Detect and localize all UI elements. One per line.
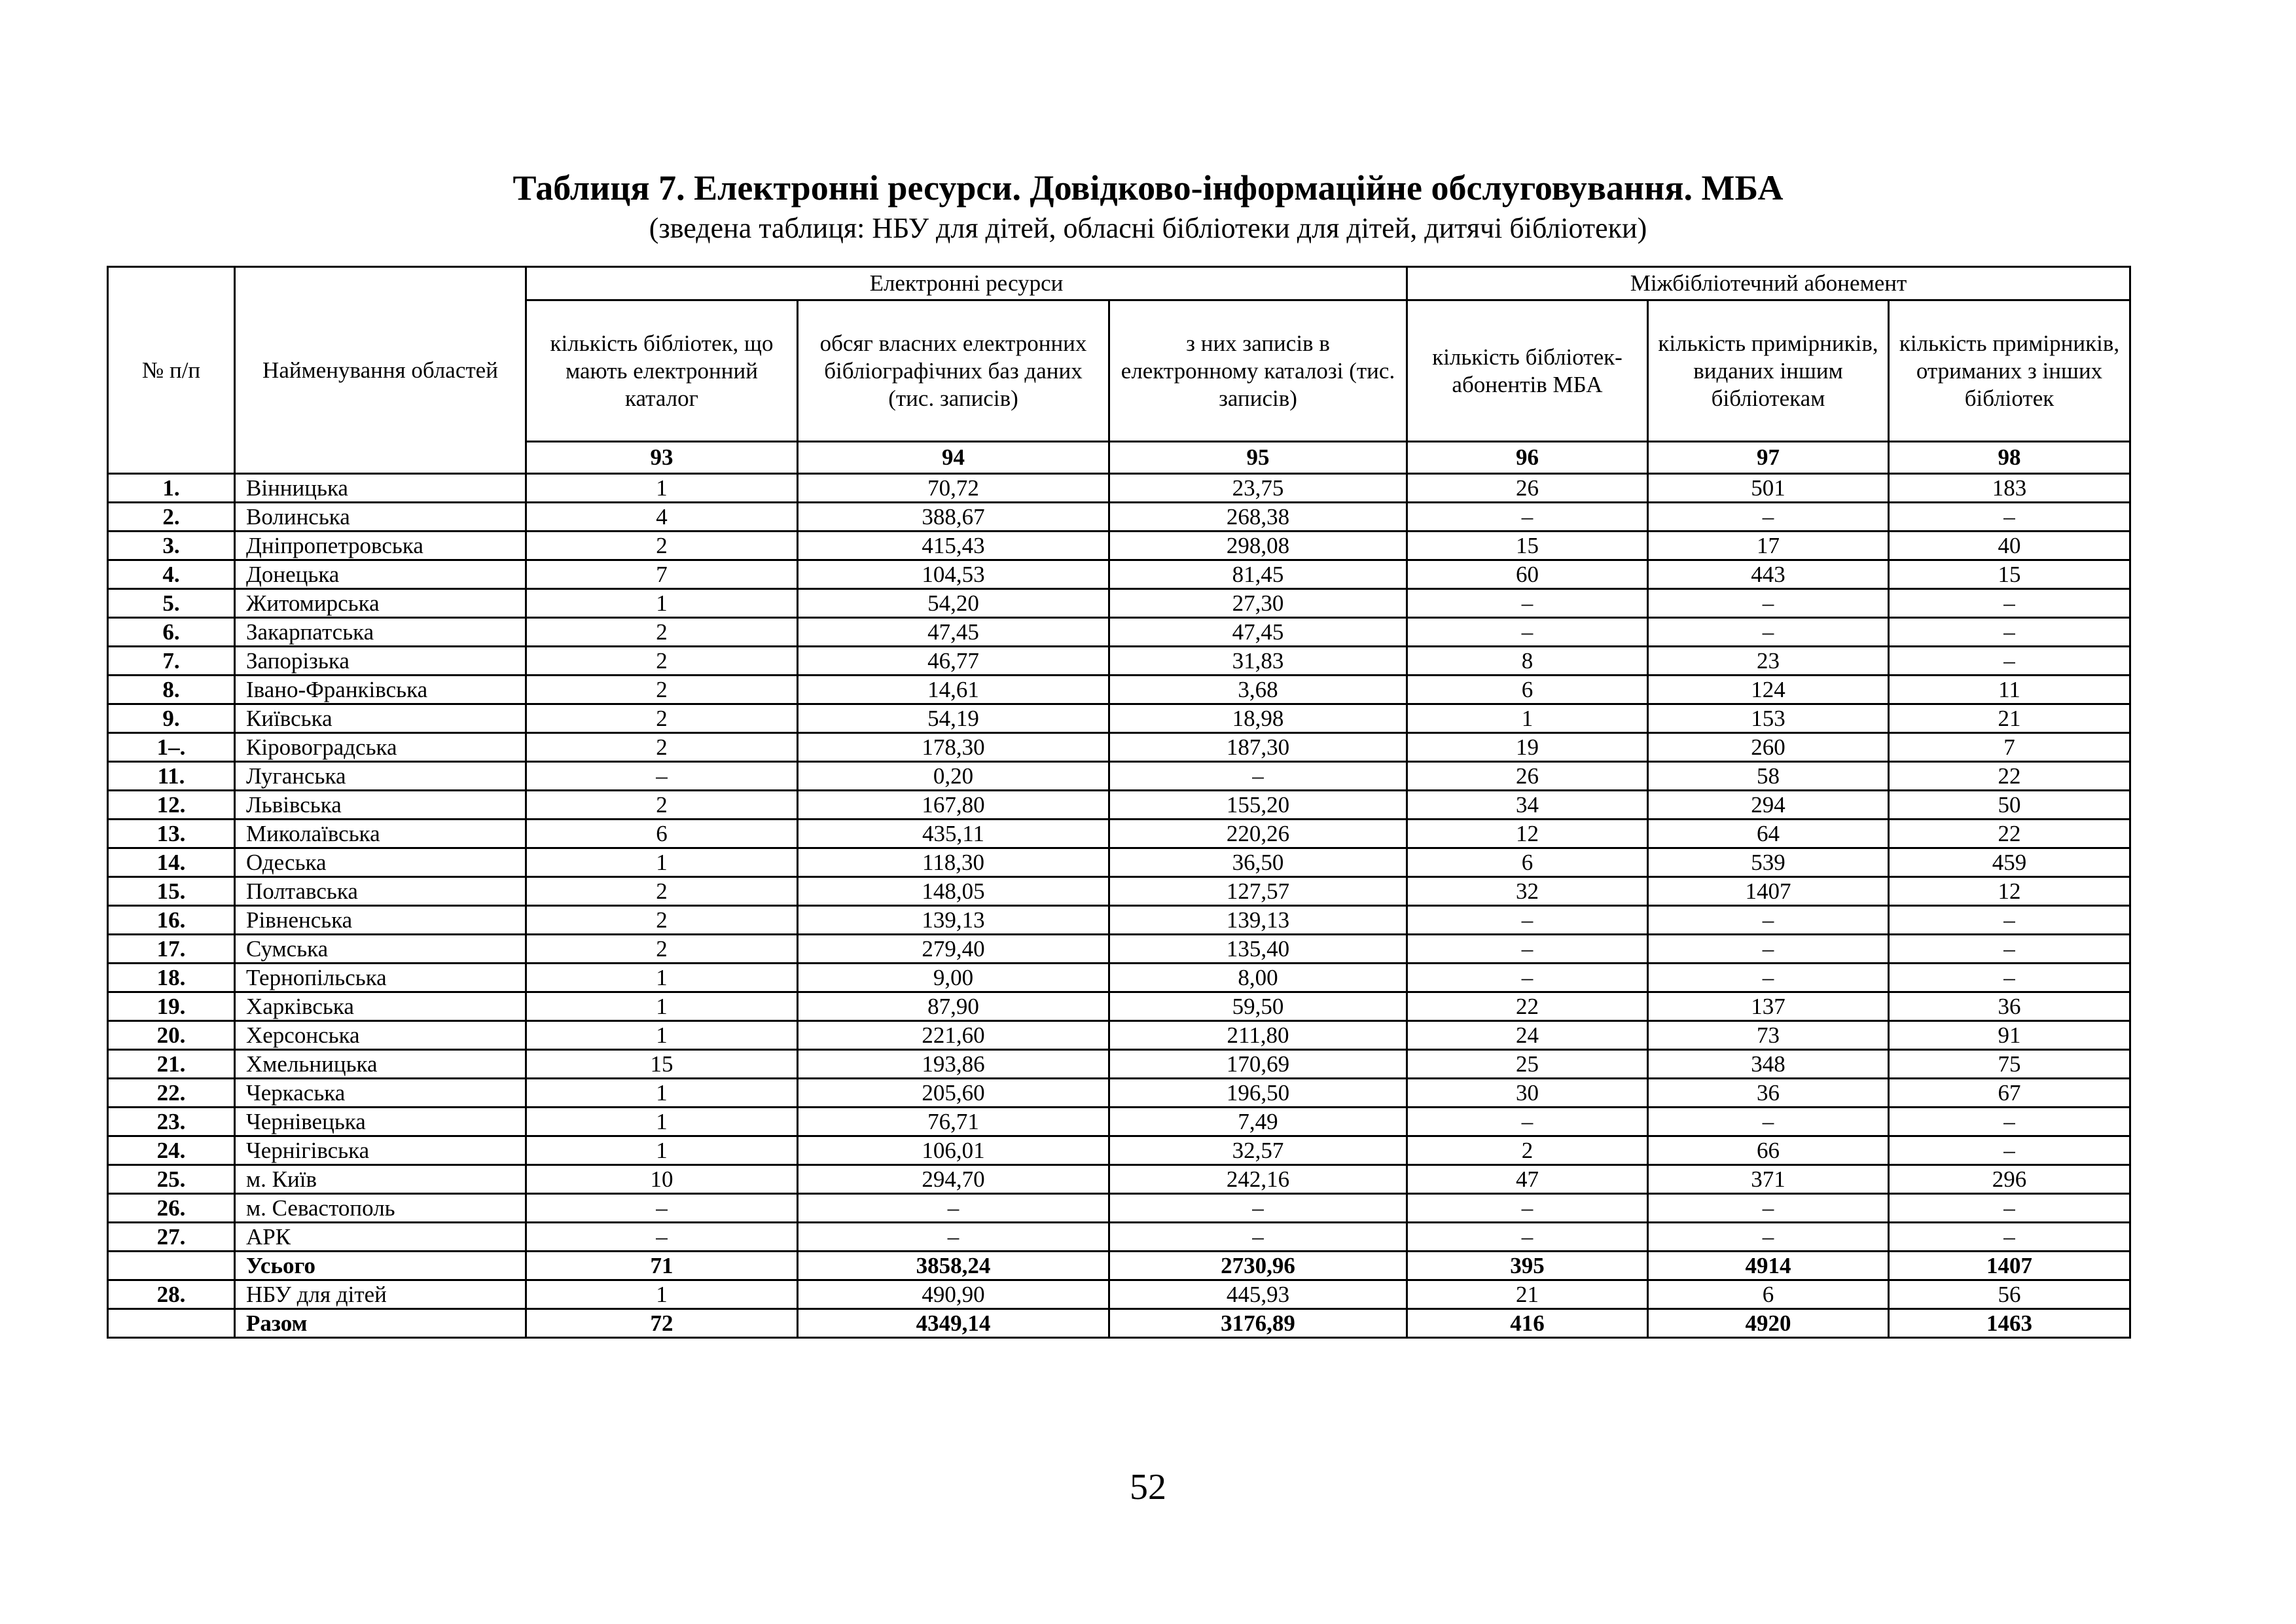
table-row [108, 1280, 2130, 1309]
cell-col-94: 490,90 [798, 1280, 1109, 1309]
cell-col-97: 17 [1648, 532, 1889, 560]
cell-col-96: – [1407, 935, 1648, 964]
row-number: 3. [108, 532, 235, 560]
header-col-94: обсяг власних електронних бібліографічних баз даних (тис. записів) [798, 300, 1109, 442]
column-number: 97 [1648, 442, 1889, 474]
cell-col-94: – [798, 1194, 1109, 1223]
table-title: Таблиця 7. Електронні ресурси. Довідково-інформаційне обслуговування. МБА [512, 168, 1784, 208]
table-row [108, 935, 2130, 964]
cell-col-97: 23 [1648, 647, 1889, 676]
cell-col-96: 22 [1407, 992, 1648, 1021]
region-name: Чернігівська [235, 1136, 526, 1165]
cell-col-96: 26 [1407, 762, 1648, 791]
region-name: Харківська [235, 992, 526, 1021]
cell-col-93: 2 [526, 791, 798, 820]
cell-col-94: 3858,24 [798, 1252, 1109, 1280]
row-number [108, 1252, 235, 1280]
table-row [108, 1079, 2130, 1108]
header-group-electronic: Електронні ресурси [526, 267, 1407, 300]
header-col-97: кількість примірників, виданих іншим бібліотекам [1648, 300, 1889, 442]
cell-col-97: 501 [1648, 474, 1889, 503]
cell-col-93: 1 [526, 1280, 798, 1309]
cell-col-96: 47 [1407, 1165, 1648, 1194]
cell-col-93: 1 [526, 1108, 798, 1136]
cell-col-95: 27,30 [1109, 589, 1407, 618]
region-name: м. Київ [235, 1165, 526, 1194]
cell-col-93: 1 [526, 1079, 798, 1108]
cell-col-94: 87,90 [798, 992, 1109, 1021]
region-name: м. Севастополь [235, 1194, 526, 1223]
cell-col-95: 3176,89 [1109, 1309, 1407, 1338]
cell-col-96: 30 [1407, 1079, 1648, 1108]
row-number: 20. [108, 1021, 235, 1050]
cell-col-94: 415,43 [798, 532, 1109, 560]
cell-col-94: 70,72 [798, 474, 1109, 503]
cell-col-94: 205,60 [798, 1079, 1109, 1108]
cell-col-98: 183 [1889, 474, 2130, 503]
column-number: 95 [1109, 442, 1407, 474]
cell-col-97: 124 [1648, 676, 1889, 704]
cell-col-94: 0,20 [798, 762, 1109, 791]
cell-col-94: 4349,14 [798, 1309, 1109, 1338]
cell-col-98: 50 [1889, 791, 2130, 820]
cell-col-97: 4914 [1648, 1252, 1889, 1280]
cell-col-97: – [1648, 1194, 1889, 1223]
table-row [108, 964, 2130, 992]
cell-col-95: 8,00 [1109, 964, 1407, 992]
cell-col-98: 296 [1889, 1165, 2130, 1194]
cell-col-98: – [1889, 647, 2130, 676]
cell-col-93: 1 [526, 1136, 798, 1165]
cell-col-94: 388,67 [798, 503, 1109, 532]
cell-col-97: 4920 [1648, 1309, 1889, 1338]
table-row [108, 791, 2130, 820]
cell-col-98: 36 [1889, 992, 2130, 1021]
table-row [108, 503, 2130, 532]
cell-col-93: 2 [526, 704, 798, 733]
table-row [108, 1021, 2130, 1050]
cell-col-96: – [1407, 964, 1648, 992]
cell-col-93: 1 [526, 474, 798, 503]
cell-col-98: 67 [1889, 1079, 2130, 1108]
cell-col-96: 26 [1407, 474, 1648, 503]
cell-col-94: 139,13 [798, 906, 1109, 935]
cell-col-95: 59,50 [1109, 992, 1407, 1021]
cell-col-94: 221,60 [798, 1021, 1109, 1050]
cell-col-93: 10 [526, 1165, 798, 1194]
region-name: АРК [235, 1223, 526, 1252]
cell-col-97: 153 [1648, 704, 1889, 733]
cell-col-94: 46,77 [798, 647, 1109, 676]
cell-col-95: 242,16 [1109, 1165, 1407, 1194]
cell-col-94: 435,11 [798, 820, 1109, 848]
column-number: 94 [798, 442, 1109, 474]
column-number: 98 [1889, 442, 2130, 474]
region-name: Луганська [235, 762, 526, 791]
cell-col-96: – [1407, 1194, 1648, 1223]
cell-col-95: 220,26 [1109, 820, 1407, 848]
table-row [108, 1252, 2130, 1280]
row-number: 2. [108, 503, 235, 532]
cell-col-95: 170,69 [1109, 1050, 1407, 1079]
region-name: Тернопільська [235, 964, 526, 992]
cell-col-98: 11 [1889, 676, 2130, 704]
region-name: Одеська [235, 848, 526, 877]
region-name: Львівська [235, 791, 526, 820]
cell-col-98: 56 [1889, 1280, 2130, 1309]
cell-col-95: 139,13 [1109, 906, 1407, 935]
cell-col-96: 24 [1407, 1021, 1648, 1050]
cell-col-96: 416 [1407, 1309, 1648, 1338]
column-number: 93 [526, 442, 798, 474]
cell-col-95: 211,80 [1109, 1021, 1407, 1050]
cell-col-96: 1 [1407, 704, 1648, 733]
cell-col-93: 2 [526, 877, 798, 906]
header-group-row [108, 267, 2130, 300]
header-col-93: кількість бібліотек, що мають електронний каталог [526, 300, 798, 442]
cell-col-97: – [1648, 618, 1889, 647]
cell-col-98: 75 [1889, 1050, 2130, 1079]
cell-col-96: 25 [1407, 1050, 1648, 1079]
table-row [108, 1194, 2130, 1223]
cell-col-98: – [1889, 1223, 2130, 1252]
row-number: 8. [108, 676, 235, 704]
cell-col-96: 6 [1407, 676, 1648, 704]
region-name: НБУ для дітей [235, 1280, 526, 1309]
cell-col-95: 445,93 [1109, 1280, 1407, 1309]
cell-col-95: 268,38 [1109, 503, 1407, 532]
row-number: 5. [108, 589, 235, 618]
cell-col-94: 104,53 [798, 560, 1109, 589]
cell-col-96: 21 [1407, 1280, 1648, 1309]
cell-col-98: 12 [1889, 877, 2130, 906]
cell-col-93: 2 [526, 906, 798, 935]
cell-col-95: – [1109, 1194, 1407, 1223]
cell-col-95: 47,45 [1109, 618, 1407, 647]
table-row [108, 1223, 2130, 1252]
cell-col-94: 54,20 [798, 589, 1109, 618]
cell-col-98: – [1889, 1194, 2130, 1223]
row-number: 24. [108, 1136, 235, 1165]
cell-col-96: – [1407, 1223, 1648, 1252]
table-row [108, 704, 2130, 733]
row-number: 4. [108, 560, 235, 589]
cell-col-98: – [1889, 1136, 2130, 1165]
region-name: Чернівецька [235, 1108, 526, 1136]
cell-col-95: 155,20 [1109, 791, 1407, 820]
cell-col-94: 279,40 [798, 935, 1109, 964]
row-number: 19. [108, 992, 235, 1021]
cell-col-98: 15 [1889, 560, 2130, 589]
column-number: 96 [1407, 442, 1648, 474]
header-col-98: кількість примірників, отриманих з інших бібліотек [1889, 300, 2130, 442]
row-number: 7. [108, 647, 235, 676]
cell-col-98: 7 [1889, 733, 2130, 762]
cell-col-96: – [1407, 589, 1648, 618]
cell-col-98: 1407 [1889, 1252, 2130, 1280]
cell-col-97: – [1648, 964, 1889, 992]
cell-col-94: 294,70 [798, 1165, 1109, 1194]
table-row [108, 532, 2130, 560]
cell-col-97: 36 [1648, 1079, 1889, 1108]
table-row [108, 676, 2130, 704]
table-row [108, 1050, 2130, 1079]
cell-col-93: 2 [526, 532, 798, 560]
cell-col-95: 187,30 [1109, 733, 1407, 762]
cell-col-97: – [1648, 503, 1889, 532]
cell-col-95: 298,08 [1109, 532, 1407, 560]
region-name: Сумська [235, 935, 526, 964]
cell-col-93: 2 [526, 935, 798, 964]
cell-col-93: 1 [526, 1021, 798, 1050]
cell-col-94: 167,80 [798, 791, 1109, 820]
table-row [108, 1309, 2130, 1338]
header-col-96: кількість бібліотек-абонентів МБА [1407, 300, 1648, 442]
cell-col-97: 64 [1648, 820, 1889, 848]
row-number: 1–. [108, 733, 235, 762]
row-number: 6. [108, 618, 235, 647]
cell-col-96: 32 [1407, 877, 1648, 906]
cell-col-93: 2 [526, 618, 798, 647]
cell-col-96: 34 [1407, 791, 1648, 820]
cell-col-95: 18,98 [1109, 704, 1407, 733]
table-row [108, 474, 2130, 503]
header-col-95: з них записів в електронному каталозі (тис. записів) [1109, 300, 1407, 442]
cell-col-97: 260 [1648, 733, 1889, 762]
cell-col-94: 14,61 [798, 676, 1109, 704]
cell-col-98: 459 [1889, 848, 2130, 877]
cell-col-93: – [526, 1223, 798, 1252]
cell-col-97: 294 [1648, 791, 1889, 820]
row-number [108, 1309, 235, 1338]
row-number: 13. [108, 820, 235, 848]
cell-col-95: 7,49 [1109, 1108, 1407, 1136]
cell-col-97: 137 [1648, 992, 1889, 1021]
row-number: 25. [108, 1165, 235, 1194]
table-row [108, 992, 2130, 1021]
region-name: Київська [235, 704, 526, 733]
cell-col-94: 47,45 [798, 618, 1109, 647]
cell-col-96: 8 [1407, 647, 1648, 676]
cell-col-95: 32,57 [1109, 1136, 1407, 1165]
cell-col-98: 22 [1889, 820, 2130, 848]
cell-col-93: 4 [526, 503, 798, 532]
cell-col-93: 7 [526, 560, 798, 589]
cell-col-97: 371 [1648, 1165, 1889, 1194]
row-number: 26. [108, 1194, 235, 1223]
region-name: Разом [235, 1309, 526, 1338]
table-row [108, 560, 2130, 589]
region-name: Усього [235, 1252, 526, 1280]
region-name: Черкаська [235, 1079, 526, 1108]
cell-col-97: – [1648, 1108, 1889, 1136]
region-name: Хмельницька [235, 1050, 526, 1079]
cell-col-98: 21 [1889, 704, 2130, 733]
cell-col-97: 73 [1648, 1021, 1889, 1050]
table-row [108, 733, 2130, 762]
cell-col-98: 91 [1889, 1021, 2130, 1050]
cell-col-97: 58 [1648, 762, 1889, 791]
cell-col-98: – [1889, 503, 2130, 532]
cell-col-95: 127,57 [1109, 877, 1407, 906]
row-number: 9. [108, 704, 235, 733]
row-number: 23. [108, 1108, 235, 1136]
cell-col-93: – [526, 762, 798, 791]
cell-col-95: – [1109, 762, 1407, 791]
row-number: 27. [108, 1223, 235, 1252]
cell-col-98: – [1889, 1108, 2130, 1136]
cell-col-96: 6 [1407, 848, 1648, 877]
region-name: Вінницька [235, 474, 526, 503]
row-number: 11. [108, 762, 235, 791]
row-number: 22. [108, 1079, 235, 1108]
row-number: 14. [108, 848, 235, 877]
cell-col-96: 60 [1407, 560, 1648, 589]
region-name: Волинська [235, 503, 526, 532]
region-name: Донецька [235, 560, 526, 589]
cell-col-95: 3,68 [1109, 676, 1407, 704]
row-number: 17. [108, 935, 235, 964]
cell-col-93: 6 [526, 820, 798, 848]
table-row [108, 820, 2130, 848]
table-row [108, 589, 2130, 618]
cell-col-97: 443 [1648, 560, 1889, 589]
cell-col-96: – [1407, 1108, 1648, 1136]
cell-col-98: – [1889, 935, 2130, 964]
cell-col-97: 1407 [1648, 877, 1889, 906]
cell-col-93: 15 [526, 1050, 798, 1079]
cell-col-96: 19 [1407, 733, 1648, 762]
cell-col-97: – [1648, 589, 1889, 618]
row-number: 1. [108, 474, 235, 503]
region-name: Миколаївська [235, 820, 526, 848]
region-name: Запорізька [235, 647, 526, 676]
cell-col-94: 106,01 [798, 1136, 1109, 1165]
cell-col-98: – [1889, 589, 2130, 618]
cell-col-93: 71 [526, 1252, 798, 1280]
cell-col-94: 178,30 [798, 733, 1109, 762]
cell-col-94: 118,30 [798, 848, 1109, 877]
cell-col-95: 135,40 [1109, 935, 1407, 964]
cell-col-96: – [1407, 503, 1648, 532]
cell-col-96: 395 [1407, 1252, 1648, 1280]
cell-col-97: – [1648, 935, 1889, 964]
table-subtitle: (зведена таблиця: НБУ для дітей, обласні бібліотеки для дітей, дитячі бібліотеки) [649, 212, 1647, 244]
header-no: № п/п [108, 267, 235, 474]
cell-col-97: 6 [1648, 1280, 1889, 1309]
cell-col-96: 2 [1407, 1136, 1648, 1165]
table-row [108, 762, 2130, 791]
region-name: Житомирська [235, 589, 526, 618]
table-row [108, 1108, 2130, 1136]
cell-col-94: 193,86 [798, 1050, 1109, 1079]
summary-table [107, 266, 2131, 1339]
cell-col-98: – [1889, 618, 2130, 647]
cell-col-94: 9,00 [798, 964, 1109, 992]
cell-col-95: 196,50 [1109, 1079, 1407, 1108]
cell-col-97: 539 [1648, 848, 1889, 877]
cell-col-93: 2 [526, 733, 798, 762]
cell-col-97: 348 [1648, 1050, 1889, 1079]
cell-col-95: 2730,96 [1109, 1252, 1407, 1280]
cell-col-93: – [526, 1194, 798, 1223]
cell-col-98: – [1889, 906, 2130, 935]
cell-col-93: 72 [526, 1309, 798, 1338]
cell-col-98: 40 [1889, 532, 2130, 560]
cell-col-94: 76,71 [798, 1108, 1109, 1136]
region-name: Івано-Франківська [235, 676, 526, 704]
row-number: 28. [108, 1280, 235, 1309]
cell-col-96: – [1407, 618, 1648, 647]
table-row [108, 906, 2130, 935]
cell-col-93: 2 [526, 676, 798, 704]
table-row [108, 618, 2130, 647]
page-number: 52 [1130, 1467, 1166, 1507]
cell-col-95: – [1109, 1223, 1407, 1252]
row-number: 12. [108, 791, 235, 820]
cell-col-93: 1 [526, 848, 798, 877]
region-name: Закарпатська [235, 618, 526, 647]
cell-col-94: – [798, 1223, 1109, 1252]
table-row [108, 1136, 2130, 1165]
table-body [108, 474, 2130, 1338]
cell-col-93: 1 [526, 964, 798, 992]
row-number: 21. [108, 1050, 235, 1079]
row-number: 18. [108, 964, 235, 992]
cell-col-95: 81,45 [1109, 560, 1407, 589]
cell-col-97: – [1648, 1223, 1889, 1252]
region-name: Полтавська [235, 877, 526, 906]
region-name: Дніпропетровська [235, 532, 526, 560]
region-name: Херсонська [235, 1021, 526, 1050]
region-name: Кіровоградська [235, 733, 526, 762]
cell-col-94: 54,19 [798, 704, 1109, 733]
cell-col-98: 1463 [1889, 1309, 2130, 1338]
cell-col-98: – [1889, 964, 2130, 992]
cell-col-97: 66 [1648, 1136, 1889, 1165]
table-row [108, 877, 2130, 906]
row-number: 16. [108, 906, 235, 935]
cell-col-97: – [1648, 906, 1889, 935]
cell-col-95: 36,50 [1109, 848, 1407, 877]
cell-col-93: 1 [526, 992, 798, 1021]
cell-col-93: 1 [526, 589, 798, 618]
cell-col-98: 22 [1889, 762, 2130, 791]
region-name: Рівненська [235, 906, 526, 935]
header-name: Найменування областей [235, 267, 526, 474]
cell-col-95: 23,75 [1109, 474, 1407, 503]
cell-col-95: 31,83 [1109, 647, 1407, 676]
cell-col-94: 148,05 [798, 877, 1109, 906]
header-group-mba: Міжбібліотечний абонемент [1407, 267, 2130, 300]
cell-col-96: 15 [1407, 532, 1648, 560]
table-row [108, 1165, 2130, 1194]
table-row [108, 647, 2130, 676]
cell-col-96: – [1407, 906, 1648, 935]
table-row [108, 848, 2130, 877]
cell-col-96: 12 [1407, 820, 1648, 848]
cell-col-93: 2 [526, 647, 798, 676]
row-number: 15. [108, 877, 235, 906]
